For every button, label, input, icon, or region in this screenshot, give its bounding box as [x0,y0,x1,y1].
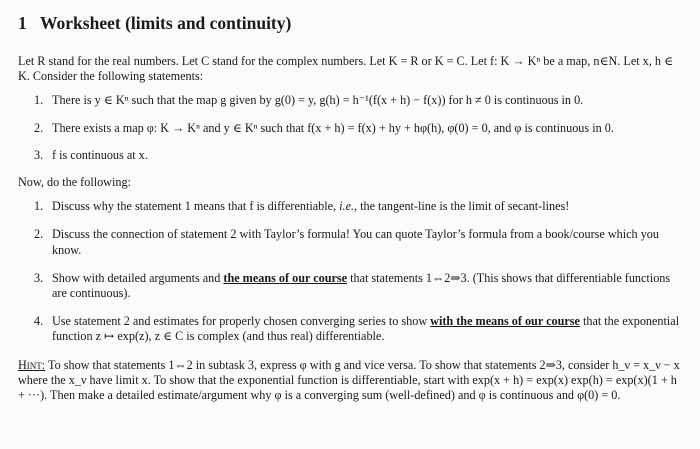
section-number: 1 [18,13,27,33]
now-line: Now, do the following: [18,175,131,190]
section-title-text: Worksheet (limits and continuity) [40,13,292,33]
hint-paragraph [18,358,682,404]
statement-list [18,93,682,163]
task-number: 1. [34,199,44,214]
task-ie: i.e. [339,199,355,214]
intro-paragraph: Let R stand for the real numbers. Let C stand for the complex numbers. Let K = R or K = C. Let f: K → Kⁿ be a map, n∈N. Let x, h ∈ K. Consider the following statements: [18,54,674,84]
task-item [18,199,682,214]
task-text-end: , the tangent-line is the limit of secant-lines! [354,199,570,214]
task-item [18,314,682,344]
section-title [18,12,682,34]
statement-text: There is y ∈ Kⁿ such that the map g given by g(0) = y, g(h) = h⁻¹(f(x + h) − f(x)) for h ≠ 0 is continuous in 0. [52,93,584,108]
statement-text: There exists a map φ: K → Kⁿ and y ∈ Kⁿ such that f(x + h) = f(x) + hy + hφ(h), φ(0) = 0, and φ is continuous in 0. [52,120,614,135]
statement-number: 2. [34,120,44,135]
task-item [18,227,682,257]
task-emphasis: with the means of our course [430,314,580,329]
task-item [18,271,682,301]
hint-label: Hint: [18,357,46,372]
task-emphasis: the means of our course [223,270,348,285]
task-number: 3. [34,270,44,285]
statement-text: f is continuous at x. [52,147,148,162]
task-list [18,199,682,344]
task-number: 4. [34,314,44,329]
statement-item [18,93,682,108]
statement-number: 3. [34,147,44,162]
task-text: Use statement 2 and estimates for properly chosen converging series to show [52,314,431,329]
task-number: 2. [34,227,44,242]
task-text-end: that the exponential function z ↦ exp(z), z ∈ C is complex (and thus real) differentiable. [52,314,680,344]
statement-item [18,148,682,163]
hint-text: To show that statements 1⇔2 in subtask 3, express φ with g and vice versa. To show that statements 2⇒3, consider h_ν = x_ν − x where the x_ν have limit x. To show that the exponential function is differentiable, start with exp(x + h) = exp(x) exp(h) = exp(x)(1 + h + ···). Then make a detailed estimate/argument why φ is a converging sum (well-defined) and φ is continuous and φ(0) = 0. [18,357,680,403]
task-text: Show with detailed arguments and [52,270,224,285]
task-text-end: that statements 1⇔2⇒3. (This shows that differentiable functions are continuous). [52,270,671,301]
task-text: Discuss the connection of statement 2 with Taylor’s formula! You can quote Taylor’s formula from a book/course which you know. [52,227,659,257]
statement-number: 1. [34,93,44,108]
task-text: Discuss why the statement 1 means that f is differentiable, [52,199,340,214]
statement-item [18,121,682,136]
